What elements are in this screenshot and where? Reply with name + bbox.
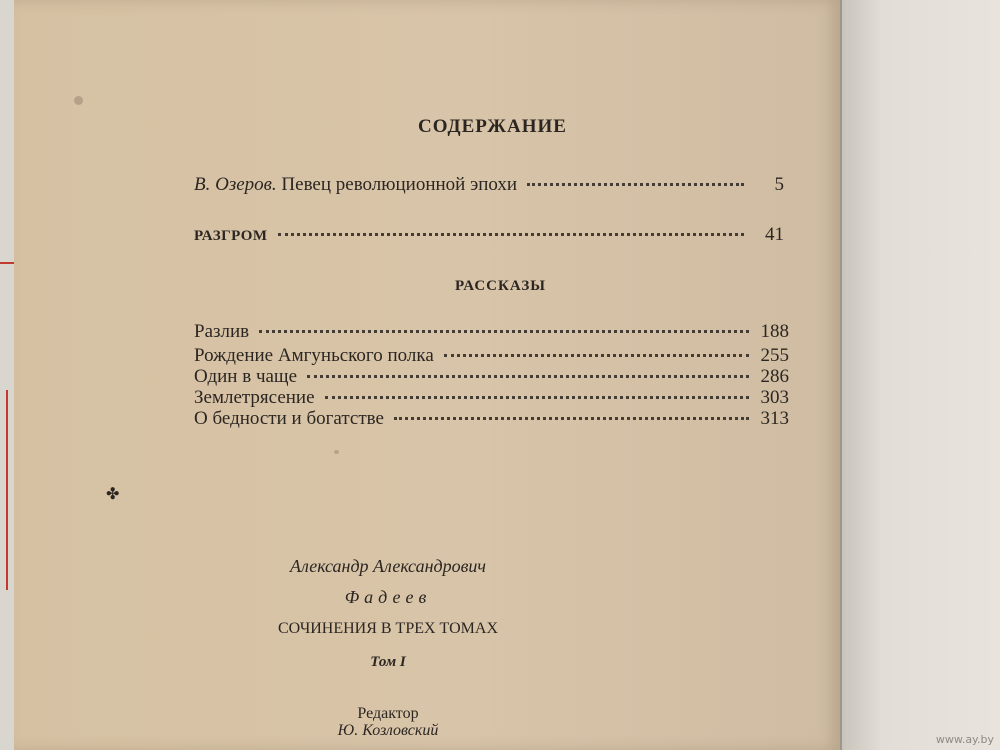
intro-title: Певец революционной эпохи (281, 174, 518, 195)
printer-mark-icon: ✤ (106, 486, 120, 503)
page-number: 5 (774, 174, 784, 195)
page-stain (74, 96, 83, 105)
toc-entry-story (194, 321, 789, 343)
imprint-author-first: Александр Александрович (289, 556, 487, 576)
page-number: 255 (760, 345, 789, 366)
page-number: 286 (760, 366, 789, 387)
imprint-work-title: СОЧИНЕНИЯ В ТРЕХ ТОМАХ (277, 620, 498, 637)
contents-heading: СОДЕРЖАНИЕ (418, 116, 567, 137)
story-title: Рождение Амгуньского полка (194, 345, 434, 366)
toc-entry-story (194, 366, 789, 388)
imprint-editor-label: Редактор (357, 705, 419, 722)
page-number: 188 (760, 321, 789, 342)
red-rule-vertical (6, 390, 8, 590)
intro-author: В. Озеров. (194, 174, 277, 195)
dot-leader (307, 374, 749, 378)
watermark: www.ay.by (935, 733, 994, 746)
story-title: О бедности и богатстве (194, 408, 384, 429)
imprint-volume: Том I (370, 654, 406, 670)
facing-blank-page (840, 0, 1000, 750)
dot-leader (394, 416, 749, 420)
toc-entry-title (194, 174, 521, 196)
dot-leader (444, 353, 749, 357)
toc-entry-story (194, 408, 789, 430)
dot-leader (527, 182, 744, 186)
page-number: 41 (765, 224, 784, 245)
dot-leader (259, 329, 749, 333)
toc-entry-main-work (194, 224, 784, 246)
imprint-author-last: Фадеев (344, 587, 432, 607)
page-number: 303 (760, 387, 789, 408)
stories-heading: РАССКАЗЫ (455, 278, 546, 294)
imprint-editor-name: Ю. Козловский (337, 722, 439, 739)
book-page (14, 0, 840, 750)
toc-entry-story (194, 387, 789, 409)
red-rule (0, 262, 14, 264)
dot-leader (278, 232, 744, 236)
dot-leader (325, 395, 749, 399)
story-title: Один в чаще (194, 366, 297, 387)
page-stain (334, 450, 339, 454)
story-title: Разлив (194, 321, 250, 342)
page-number: 313 (760, 408, 789, 429)
toc-entry-intro (194, 174, 784, 196)
main-work-title: РАЗГРОМ (194, 228, 268, 244)
toc-entry-story (194, 345, 789, 367)
story-title: Землетрясение (194, 387, 315, 408)
